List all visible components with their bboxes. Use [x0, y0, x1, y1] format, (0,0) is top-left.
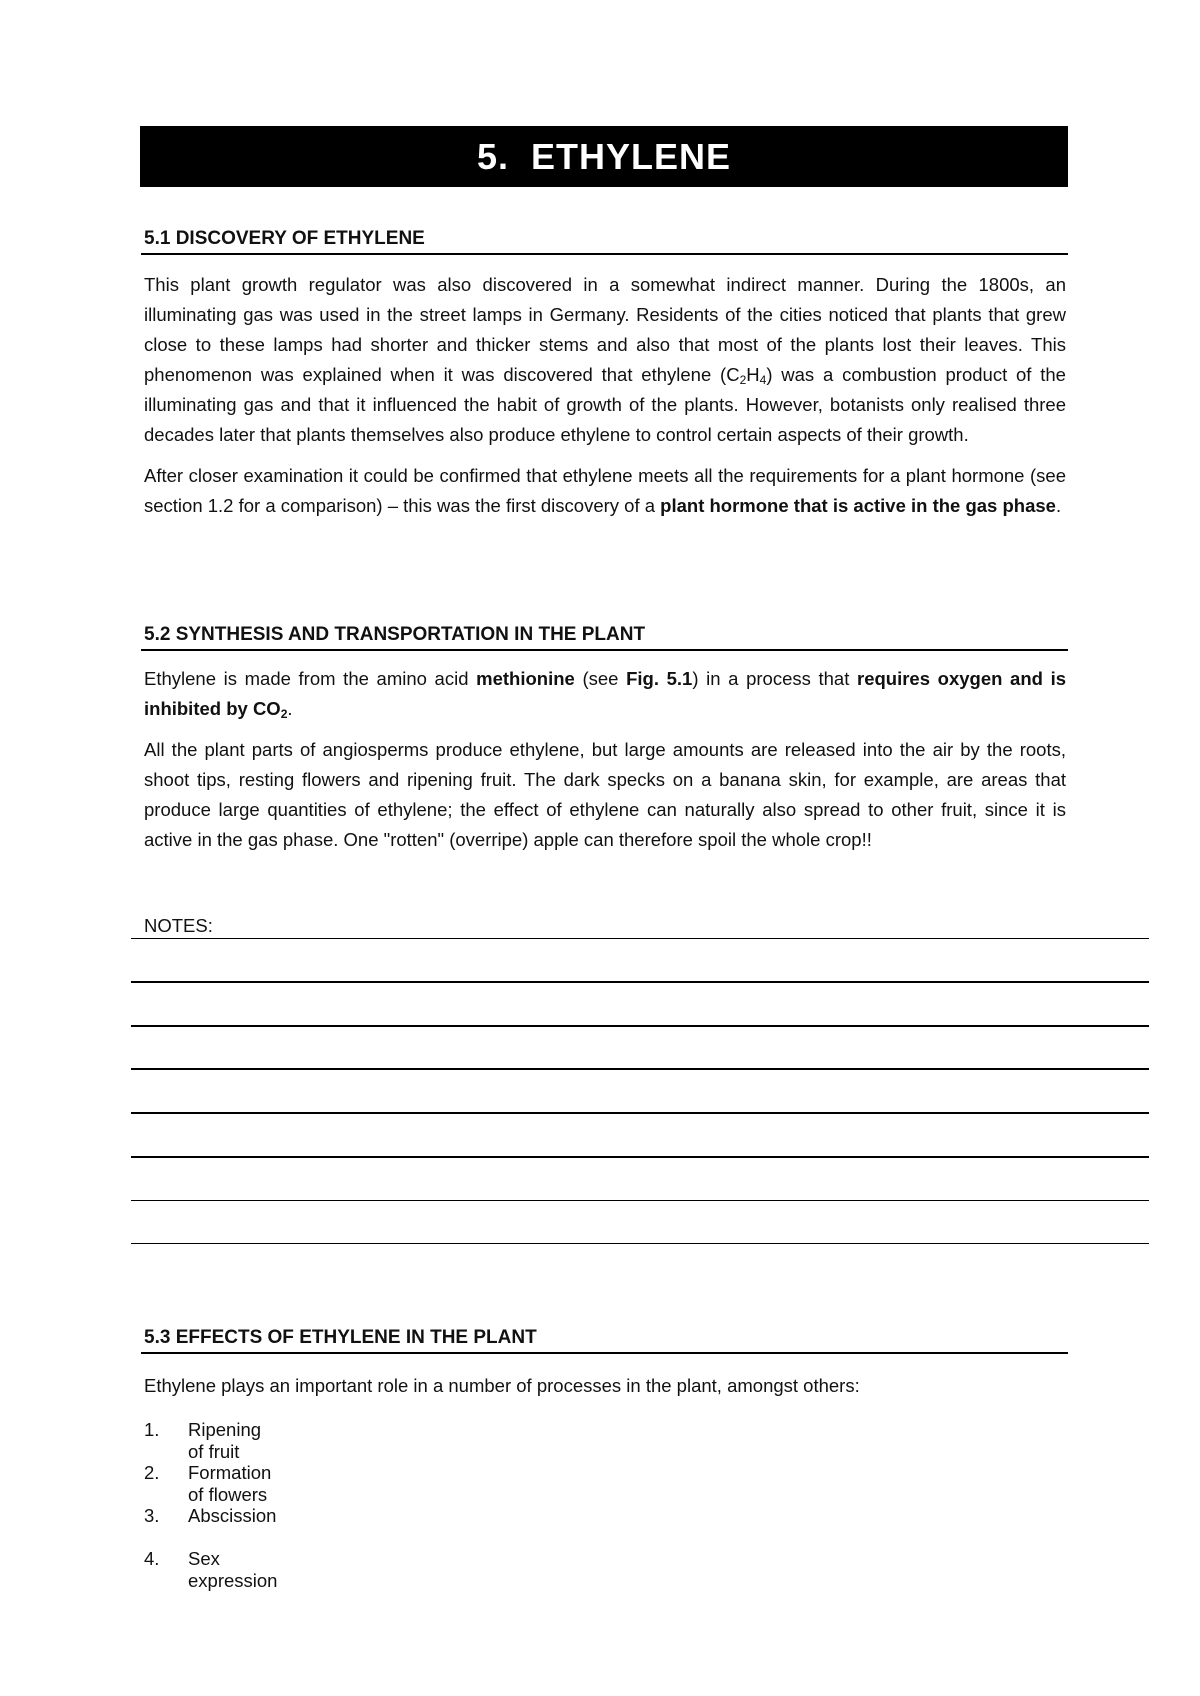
section-effects: [144, 1327, 1066, 1401]
chapter-title-bar: [140, 126, 1068, 187]
list-item-number: 1.: [144, 1419, 160, 1440]
list-item-text: Sex expression: [188, 1548, 278, 1591]
note-line: [131, 1243, 1149, 1244]
effects-intro: Ethylene plays an important role in a number of processes in the plant, amongst others:: [144, 1375, 860, 1396]
note-line: [131, 1200, 1149, 1201]
note-line: [131, 1112, 1149, 1114]
list-item-text: Ripening of fruit: [188, 1419, 262, 1462]
chapter-title: 5. ETHYLENE: [476, 135, 732, 177]
section-heading-5-3: 5.3 EFFECTS OF ETHYLENE IN THE PLANT: [141, 1327, 1068, 1354]
note-line: [131, 1068, 1149, 1070]
note-line: [131, 938, 1149, 939]
list-item-text: Formation of flowers: [188, 1462, 272, 1505]
note-line: [131, 1156, 1149, 1158]
notes-label: NOTES:: [144, 915, 213, 936]
section-heading-5-2: 5.2 SYNTHESIS AND TRANSPORTATION IN THE PLANT: [141, 624, 1068, 651]
list-item-number: 2.: [144, 1462, 160, 1483]
list-item-number: 4.: [144, 1548, 160, 1569]
list-item-number: 3.: [144, 1505, 160, 1526]
section-heading-5-1: 5.1 DISCOVERY OF ETHYLENE: [141, 228, 1068, 255]
synthesis-paragraph-2: All the plant parts of angiosperms produce ethylene, but large amounts are released into the air by the roots, shoot tips, resting flowers and ripening fruit. The dark specks on a banana skin, for example, are areas that produce large quantities of ethylene; the effect of ethylene can naturally also spread to other fruit, since it is active in the gas phase. One "rotten" (overripe) apple can therefore spoil the whole crop!!: [144, 739, 1066, 850]
discovery-paragraph-2: After closer examination it could be confirmed that ethylene meets all the requirements for a plant hormone (see section 1.2 for a comparison) – this was the first discovery of a plant hormone that is active in the gas phase.: [144, 465, 1066, 516]
synthesis-paragraph-1: Ethylene is made from the amino acid methionine (see Fig. 5.1) in a process that requires oxygen and is inhibited by $CO_2$.: [144, 668, 1067, 721]
note-line: [131, 1025, 1149, 1027]
section-synthesis: [144, 624, 1066, 855]
list-item-text: Abscission: [188, 1505, 277, 1526]
note-line: [131, 981, 1149, 983]
section-discovery: [144, 228, 1066, 521]
discovery-paragraph-1: This plant growth regulator was also discovered in a somewhat indirect manner. During the 1800s, an illuminating gas was used in the street lamps in Germany. Residents of the cities noticed that plants that grew close to these lamps had shorter and thicker stems and also that most of the plants lost their leaves. This phenomenon was explained when it was discovered that ethylene $(C_2H_4)$ was a combustion product of the illuminating gas and that it influenced the habit of growth of the plants. However, botanists only realised three decades later that plants themselves also produce ethylene to control certain aspects of their growth.: [144, 274, 1066, 445]
